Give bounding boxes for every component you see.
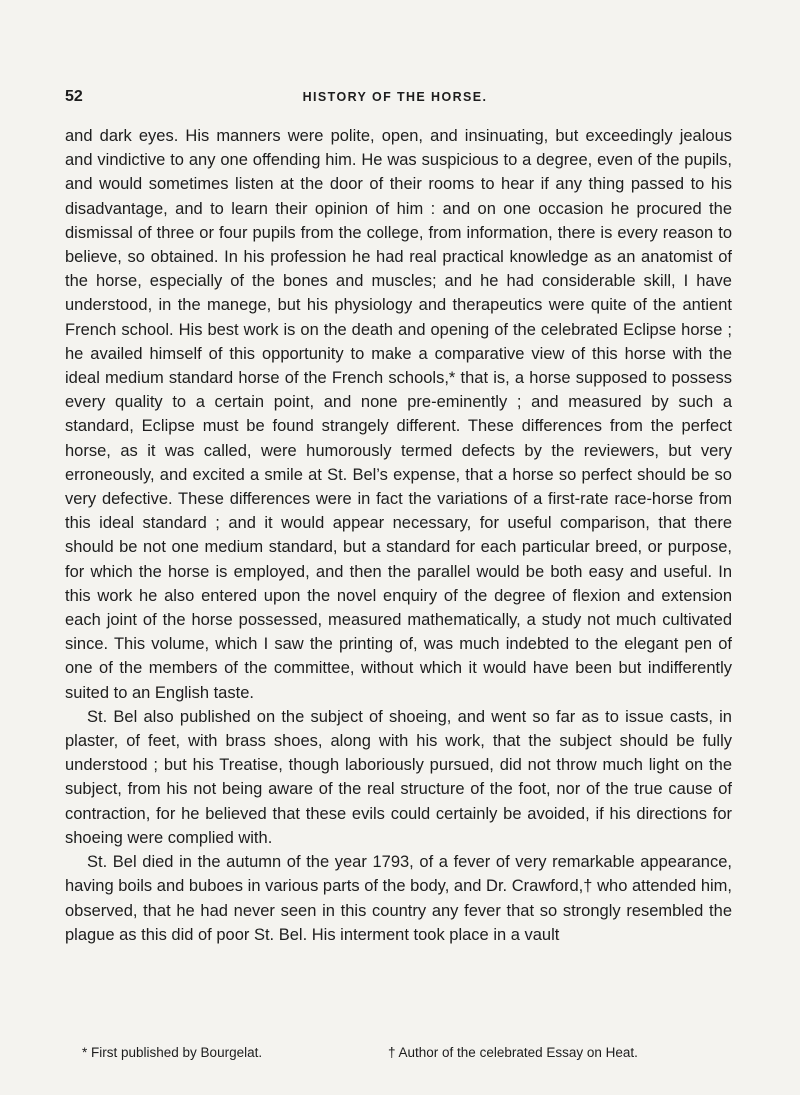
page-number: 52 (65, 88, 83, 105)
footnote-bourgelat: * First published by Bourgelat. (82, 1045, 263, 1060)
paragraph-eclipse: and dark eyes. His manners were polite, open, and insinuating, but exceedingly jealous and vindictive to any one offending him. He was suspicious to a degree, even of the pupils, and would sometimes listen at the door of their rooms to hear if any thing passed to his disadvantage, and to learn their opinion of him : and on one occasion he procured the dismissal of three or four pupils from the college, from information, there is every reason to believe, so obtained. In his profession he had real practical knowledge as an anatomist of the horse, especially of the bones and muscles; and he had considerable skill, I have understood, in the manege, but his physiology and therapeutics were quite of the antient French school. His best work is on the death and opening of the celebrated Eclipse horse ; he availed himself of this opportunity to make a comparative view of this horse with the ideal medium standard horse of the French schools,* that is, a horse supposed to possess every quality to a certain point, and none pre-eminently ; and measured by such a standard, Eclipse must be found strangely different. These differences from the perfect horse, as it was called, were humorously termed defects by the reviewers, but very erroneously, and excited a smile at St. Bel’s expense, that a horse so perfect should be so very defective. These differences were in fact the variations of a first-rate race-horse from this ideal standard ; and it would appear necessary, for useful comparison, that there should be not one medium standard, but a standard for each particular breed, or purpose, for which the horse is employed, and then the parallel would be both easy and useful. In this work he also entered upon the novel enquiry of the degree of flexion and extension each joint of the horse possessed, measured mathematically, a study not much cultivated since. This volume, which I saw the printing of, was much indebted to the elegant pen of one of the members of the committee, without which it would have been but indifferently suited to an English taste. (65, 127, 732, 702)
body-text (65, 124, 732, 947)
page-header (65, 88, 725, 110)
running-title: HISTORY OF THE HORSE. (302, 90, 488, 104)
footnote-crawford: † Author of the celebrated Essay on Heat. (388, 1045, 638, 1060)
paragraph-shoeing: St. Bel also published on the subject of shoeing, and went so far as to issue casts, in plaster, of feet, with brass shoes, along with his work, that the subject should be fully understood ; but his Treatise, though laboriously pursued, did not throw much light on the subject, from his not being aware of the real structure of the foot, nor of the true cause of contraction, for he believed that these evils could certainly be avoided, if his directions for shoeing were complied with. (65, 707, 732, 847)
footnotes (82, 1045, 722, 1067)
paragraph-death: St. Bel died in the autumn of the year 1793, of a fever of very remarkable appearance, having boils and buboes in various parts of the body, and Dr. Crawford,† who attended him, observed, that he had never seen in this country any fever that so strongly resembled the plague as this did of poor St. Bel. His interment took place in a vault (65, 853, 732, 944)
